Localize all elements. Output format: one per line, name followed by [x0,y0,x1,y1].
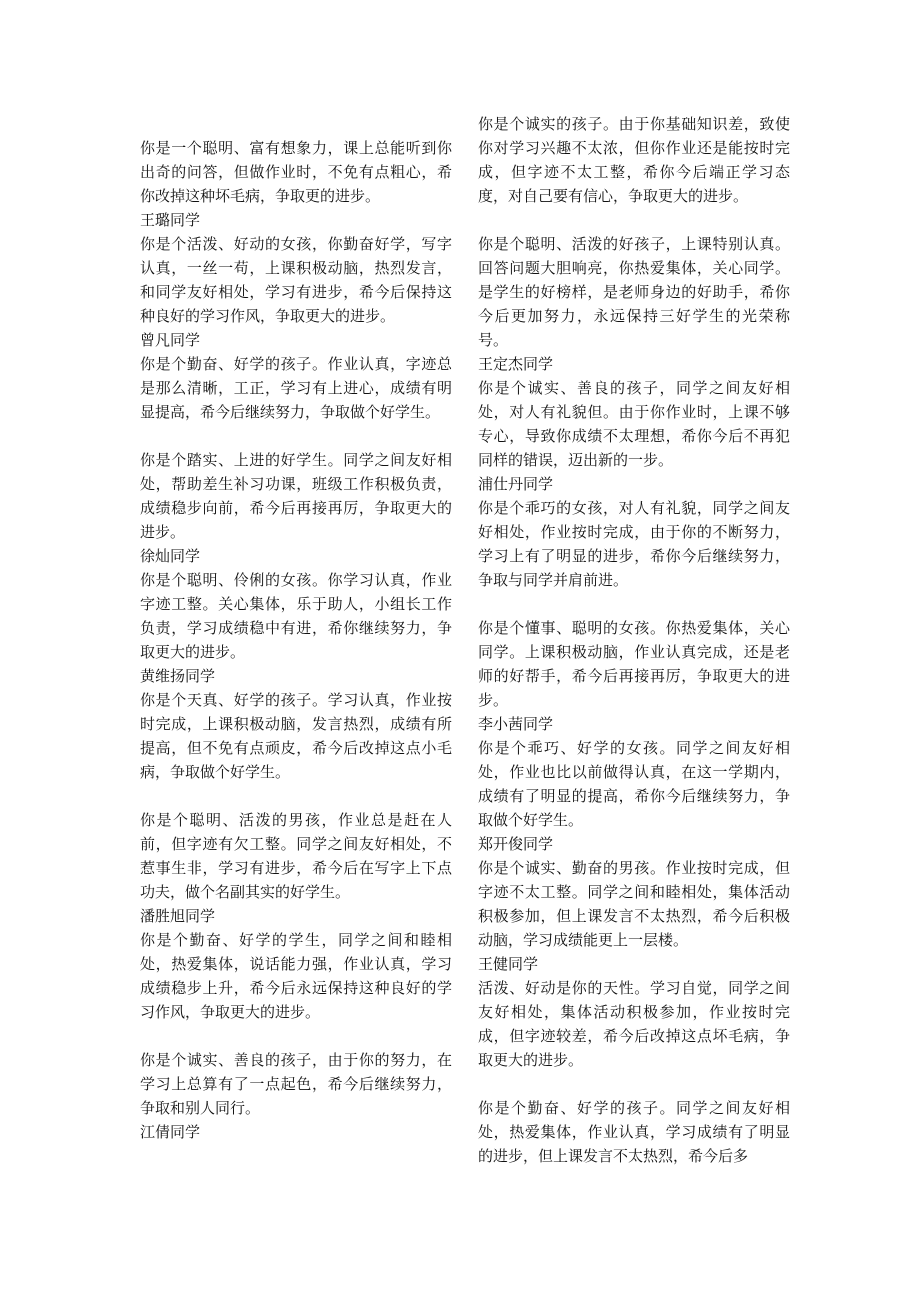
student-name: 李小茜同学 [478,715,554,733]
student-name: 郑开俊同学 [478,835,554,853]
student-name: 曾凡同学 [140,331,201,349]
teacher-comment: 你是个聪明、伶俐的女孩。你学习认真，作业字迹工整。关心集体，乐于助人，小组长工作负责，学习成绩稳中有进，希你继续努力，争取更大的进步。 [140,571,452,661]
student-name: 江倩同学 [140,1123,201,1141]
teacher-comment: 你是个诚实、善良的孩子，同学之间友好相处，对人有礼貌但。由于你作业时，上课不够专心，导致你成绩不太理想，希你今后不再犯同样的错误，迈出新的一步。 [478,379,790,469]
teacher-comment: 你是个勤奋、好学的孩子。作业认真，字迹总是那么清晰，工正，学习有上进心，成绩有明显提高，希今后继续努力，争取做个好学生。 [140,355,452,421]
paragraph-gap [140,1024,452,1048]
student-name: 潘胜旭同学 [140,907,216,925]
paragraph-gap [478,1072,790,1096]
student-name: 黄维扬同学 [140,667,216,685]
student-name: 王璐同学 [140,211,201,229]
teacher-comment: 你是个勤奋、好学的孩子。同学之间友好相处，热爱集体，作业认真，学习成绩有了明显的进步，但上课发言不太热烈，希今后多 [478,1099,790,1165]
teacher-comment: 你是个聪明、活泼的好孩子，上课特别认真。回答问题大胆响亮，你热爱集体，关心同学。是学生的好榜样，是老师身边的好助手，希你今后更加努力，永远保持三好学生的光荣称号。 [478,235,790,349]
paragraph-gap [140,424,452,448]
teacher-comment: 你是个懂事、聪明的女孩。你热爱集体，关心同学。上课积极动脑，作业认真完成，还是老师的好帮手，希今后再接再厉，争取更大的进步。 [478,619,790,709]
teacher-comment: 你是个乖巧的女孩，对人有礼貌，同学之间友好相处，作业按时完成，由于你的不断努力，学习上有了明显的进步，希你今后继续努力，争取与同学并肩前进。 [478,499,790,589]
teacher-comment: 你是一个聪明、富有想象力，课上总能听到你出奇的问答，但做作业时，不免有点粗心，希你改掉这种坏毛病，争取更的进步。 [140,139,452,205]
teacher-comment: 你是个诚实的孩子。由于你基础知识差，致使你对学习兴趣不太浓，但你作业还是能按时完成，但字迹不太工整，希你今后端正学习态度，对自己要有信心，争取更大的进步。 [478,115,790,205]
right-column [478,112,790,1168]
left-column [140,136,452,1144]
teacher-comment: 你是个天真、好学的孩子。学习认真，作业按时完成，上课积极动脑，发言热烈，成绩有所提高，但不免有点顽皮，希今后改掉这点小毛病，争取做个好学生。 [140,691,452,781]
student-name: 徐灿同学 [140,547,201,565]
student-name: 浦仕丹同学 [478,475,554,493]
paragraph-gap [478,208,790,232]
paragraph-gap [478,592,790,616]
student-name: 王定杰同学 [478,355,554,373]
teacher-comment: 你是个勤奋、好学的学生，同学之间和睦相处，热爱集体，说话能力强，作业认真，学习成绩稳步上升，希今后永远保持这种良好的学习作风，争取更大的进步。 [140,931,452,1021]
teacher-comment: 你是个乖巧、好学的女孩。同学之间友好相处，作业也比以前做得认真，在这一学期内，成绩有了明显的提高，希你今后继续努力，争取做个好学生。 [478,739,790,829]
teacher-comment: 活泼、好动是你的天性。学习自觉，同学之间友好相处，集体活动积极参加，作业按时完成，但字迹较差，希今后改掉这点坏毛病，争取更大的进步。 [478,979,790,1069]
teacher-comment: 你是个诚实、善良的孩子，由于你的努力，在学习上总算有了一点起色，希今后继续努力，争取和别人同行。 [140,1051,452,1117]
student-name: 王健同学 [478,955,539,973]
teacher-comment: 你是个活泼、好动的女孩，你勤奋好学，写字认真，一丝一苟，上课积极动脑，热烈发言，和同学友好相处，学习有进步，希今后保持这种良好的学习作风，争取更大的进步。 [140,235,452,325]
teacher-comment: 你是个踏实、上进的好学生。同学之间友好相处，帮助差生补习功课，班级工作积极负责，成绩稳步向前，希今后再接再厉，争取更大的进步。 [140,451,452,541]
teacher-comment: 你是个诚实、勤奋的男孩。作业按时完成，但字迹不太工整。同学之间和睦相处，集体活动积极参加，但上课发言不太热烈，希今后积极动脑，学习成绩能更上一层楼。 [478,859,790,949]
teacher-comment: 你是个聪明、活泼的男孩，作业总是赶在人前，但字迹有欠工整。同学之间友好相处，不惹事生非，学习有进步，希今后在写字上下点功夫，做个名副其实的好学生。 [140,811,452,901]
paragraph-gap [140,784,452,808]
